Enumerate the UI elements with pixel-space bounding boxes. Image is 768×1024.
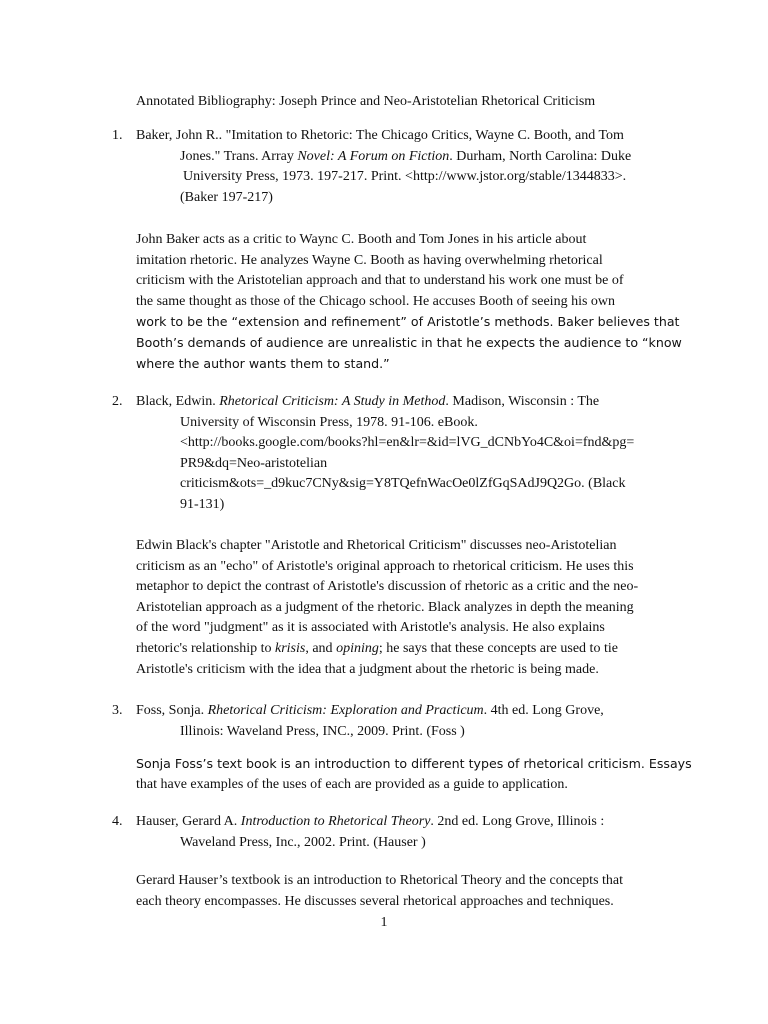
citation-line: PR9&dq=Neo-aristotelian (180, 455, 328, 471)
bibliography-entry-4 (112, 812, 682, 853)
annotation-line: Sonja Foss’s text book is an introduction to different types of rhetorical criticism. Essays (136, 756, 692, 771)
bibliography-entry-2 (112, 392, 682, 516)
annotation-line: Gerard Hauser’s textbook is an introduction to Rhetorical Theory and the concepts that (136, 873, 624, 888)
page-number: 1 (380, 915, 388, 930)
citation-line: Illinois: Waveland Press, INC., 2009. Print. (Foss ) (180, 723, 465, 739)
citation-line: criticism&ots=_d9kuc7CNy&sig=Y8TQefnWacOe0lZfGqSAdJ9Q2Go. (Black (180, 476, 626, 492)
citation-line: Baker, John R.. "Imitation to Rhetoric: The Chicago Critics, Wayne C. Booth, and Tom (136, 128, 624, 143)
annotation-line: criticism with the Aristotelian approach and that to understand his work one must be of (136, 273, 624, 289)
annotation-2 (136, 536, 681, 680)
book-title: Rhetorical Criticism: Exploration and Practicum (207, 703, 484, 718)
annotation-line: imitation rhetoric. He analyzes Wayne C. Booth as having overwhelming rhetorical (136, 252, 603, 268)
annotation-line: metaphor to depict the contrast of Aristotle's discussion of rhetoric as a critic and the neo- (136, 579, 639, 595)
entry-number: 1. (112, 128, 123, 143)
citation-line: 91-131) (180, 496, 225, 512)
annotation-line: criticism as an "echo" of Aristotle's original approach to rhetorical criticism. He uses this (136, 558, 634, 574)
citation-line: Foss, Sonja. Rhetorical Criticism: Exploration and Practicum. 4th ed. Long Grove, (136, 703, 604, 718)
annotation-line: Edwin Black's chapter "Aristotle and Rhetorical Criticism" discusses neo-Aristotelian (136, 538, 617, 553)
entry-number: 3. (112, 703, 123, 718)
bibliography-entry-3 (112, 701, 682, 742)
annotation-line: Aristotelian approach as a judgment of the rhetoric. Black analyzes in depth the meaning (136, 599, 634, 615)
journal-title: Novel: A Forum on Fiction (297, 148, 450, 164)
citation-line: (Baker 197-217) (180, 189, 273, 205)
annotation-line: that have examples of the uses of each are provided as a guide to application. (136, 776, 568, 792)
annotation-3 (136, 754, 692, 795)
citation-line: University Press, 1973. 197-217. Print. <http://www.jstor.org/stable/1344833>. (183, 169, 627, 185)
book-title: Rhetorical Criticism: A Study in Method (219, 394, 446, 409)
citation-line: <http://books.google.com/books?hl=en&lr=&id=lVG_dCNbYo4C&oi=fnd&pg= (180, 435, 635, 451)
annotation-1 (136, 230, 681, 374)
annotation-4 (136, 871, 681, 912)
citation-line: Black, Edwin. Rhetorical Criticism: A Study in Method. Madison, Wisconsin : The (136, 394, 600, 409)
citation-line: Jones." Trans. Array Novel: A Forum on Fiction. Durham, North Carolina: Duke (180, 148, 632, 164)
annotation-line: each theory encompasses. He discusses several rhetorical approaches and techniques. (136, 893, 614, 909)
annotation-line: rhetoric's relationship to krisis, and opining; he says that these concepts are used to tie (136, 640, 618, 656)
annotation-line: the same thought as those of the Chicago school. He accuses Booth of seeing his own (136, 293, 616, 309)
entry-number: 2. (112, 394, 123, 409)
entry-number: 4. (112, 814, 123, 829)
page-title: Annotated Bibliography: Joseph Prince and Neo-Aristotelian Rhetorical Criticism (136, 94, 596, 109)
italic-term: opining (336, 640, 379, 656)
citation-line: University of Wisconsin Press, 1978. 91-106. eBook. (180, 414, 478, 430)
annotation-line: where the author wants them to stand.” (136, 355, 390, 371)
annotation-line: Booth’s demands of audience are unrealistic in that he expects the audience to “know (136, 334, 682, 350)
bibliography-entry-1 (112, 126, 682, 208)
annotation-line: John Baker acts as a critic to Waync C. Booth and Tom Jones in his article about (136, 232, 587, 247)
citation-line: Hauser, Gerard A. Introduction to Rhetorical Theory. 2nd ed. Long Grove, Illinois : (136, 814, 605, 829)
annotation-line: work to be the “extension and refinement” of Aristotle’s methods. Baker believes that (136, 314, 680, 330)
book-title: Introduction to Rhetorical Theory (240, 814, 431, 829)
annotation-line: of the word "judgment" as it is associated with Aristotle's analysis. He also explains (136, 620, 605, 636)
citation-line: Waveland Press, Inc., 2002. Print. (Hauser ) (180, 834, 426, 850)
annotation-line: Aristotle's criticism with the idea that a judgment about the rhetoric is being made. (136, 661, 599, 677)
italic-term: krisis (275, 640, 306, 656)
